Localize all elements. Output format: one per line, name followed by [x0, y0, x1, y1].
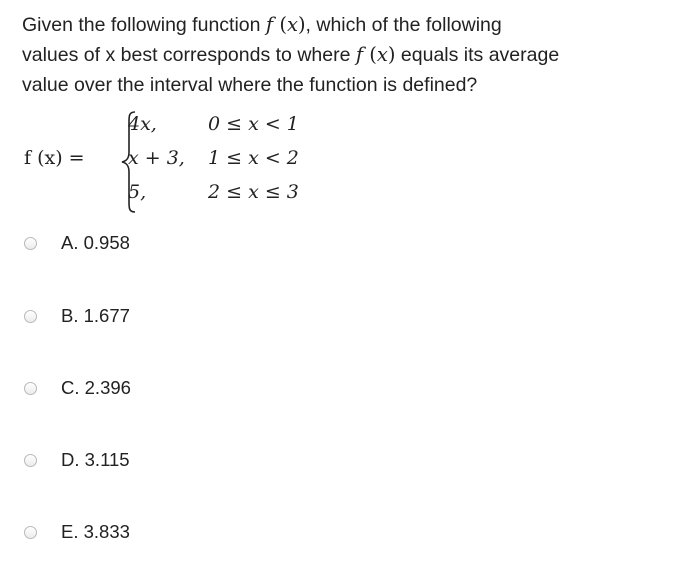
question-line-1: [22, 10, 682, 40]
piecewise-expression: 5,: [128, 181, 147, 203]
option-label: B. 1.677: [61, 305, 130, 326]
option-label: D. 3.115: [61, 449, 130, 470]
option-c[interactable]: [22, 373, 131, 403]
radio-button[interactable]: [24, 382, 37, 395]
option-label: E. 3.833: [61, 521, 130, 542]
paren-open: (: [363, 43, 377, 66]
option-label: A. 0.958: [61, 232, 130, 253]
question-line-2: [22, 40, 682, 70]
question-text: [22, 10, 682, 100]
paren-open: (: [273, 13, 287, 36]
paren-close: ): [387, 43, 396, 66]
piecewise-expression: x + 3,: [128, 147, 185, 169]
function-symbol: f: [355, 43, 364, 66]
piecewise-expression: 4x,: [128, 113, 157, 135]
option-e[interactable]: [22, 517, 130, 547]
question-text-segment: best corresponds to where: [115, 44, 356, 66]
piecewise-function: [24, 110, 344, 220]
question-text-segment: Given the following function: [22, 14, 266, 36]
radio-button[interactable]: [24, 237, 37, 250]
option-label: C. 2.396: [61, 377, 131, 398]
piecewise-condition: 0 ≤ x < 1: [208, 113, 299, 135]
option-b[interactable]: [22, 301, 130, 331]
option-d[interactable]: [22, 445, 130, 475]
question-text-segment: equals its average: [395, 44, 560, 66]
radio-button[interactable]: [24, 310, 37, 323]
variable-symbol: x: [376, 43, 388, 66]
question-text-segment: values of: [22, 44, 106, 66]
variable-symbol: x: [286, 13, 298, 36]
question-text-segment: , which of the following: [305, 14, 502, 36]
question-line-3: value over the interval where the function is defined?: [22, 74, 478, 96]
piecewise-condition: 2 ≤ x ≤ 3: [208, 181, 299, 203]
option-a[interactable]: [22, 228, 130, 258]
radio-button[interactable]: [24, 454, 37, 467]
piecewise-condition: 1 ≤ x < 2: [208, 147, 299, 169]
variable-symbol: x: [105, 44, 116, 66]
radio-button[interactable]: [24, 526, 37, 539]
function-symbol: f: [265, 13, 274, 36]
piecewise-lhs: f (x) =: [24, 147, 85, 169]
paren-close: ): [297, 13, 306, 36]
